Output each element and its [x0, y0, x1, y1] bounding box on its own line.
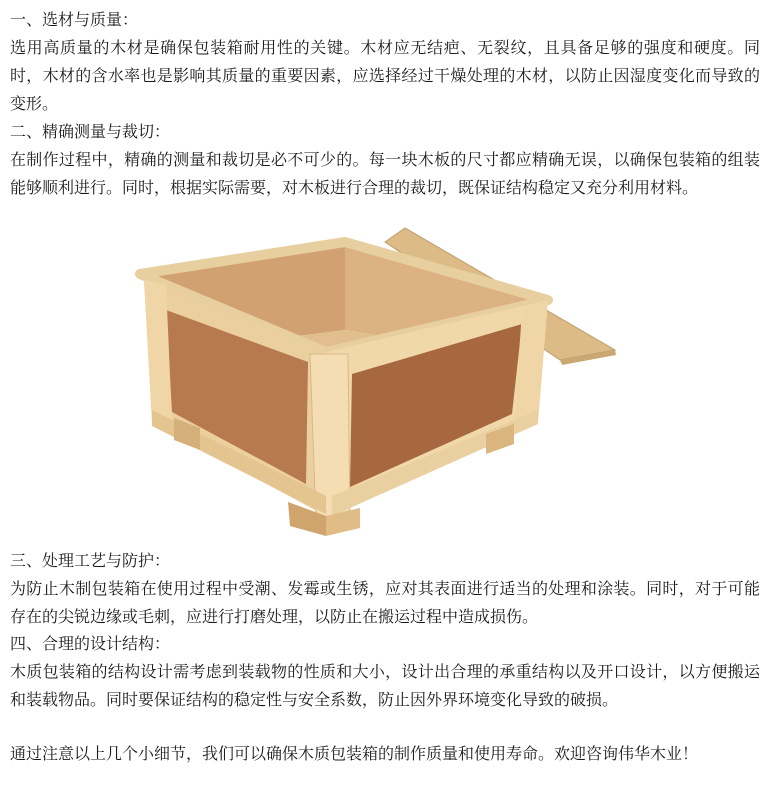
section-heading: 四、合理的设计结构：	[10, 634, 171, 653]
section-heading: 二、精确测量与裁切：	[10, 122, 171, 141]
section-selection-quality	[10, 6, 760, 118]
section-heading: 一、选材与质量：	[10, 10, 139, 29]
section-treatment-protection	[10, 547, 760, 631]
section-measure-cut	[10, 118, 760, 202]
section-design-structure	[10, 630, 760, 714]
section-body: 选用高质量的木材是确保包装箱耐用性的关键。木材应无结疤、无裂纹，且具备足够的强度和硬度。同时，木材的含水率也是影响其质量的重要因素，应选择经过干燥处理的木材，以防止因湿度变化而导致的变形。	[10, 38, 760, 113]
section-body: 为防止木制包装箱在使用过程中受潮、发霉或生锈，应对其表面进行适当的处理和涂装。同时，对于可能存在的尖锐边缘或毛刺，应进行打磨处理，以防止在搬运过程中造成损伤。	[10, 579, 760, 626]
section-body: 在制作过程中，精确的测量和裁切是必不可少的。每一块木板的尺寸都应精确无误，以确保包装箱的组装能够顺利进行。同时，根据实际需要，对木板进行合理的裁切，既保证结构稳定又充分利用材料。	[10, 150, 760, 197]
wooden-crate-image	[130, 222, 630, 540]
closing-text: 通过注意以上几个小细节，我们可以确保木质包装箱的制作质量和使用寿命。欢迎咨询伟华木业！	[10, 744, 699, 763]
closing-paragraph	[10, 740, 760, 768]
section-heading: 三、处理工艺与防护：	[10, 551, 171, 570]
section-body: 木质包装箱的结构设计需考虑到装载物的性质和大小，设计出合理的承重结构以及开口设计，以方便搬运和装载物品。同时要保证结构的稳定性与安全系数，防止因外界环境变化导致的破损。	[10, 662, 760, 709]
